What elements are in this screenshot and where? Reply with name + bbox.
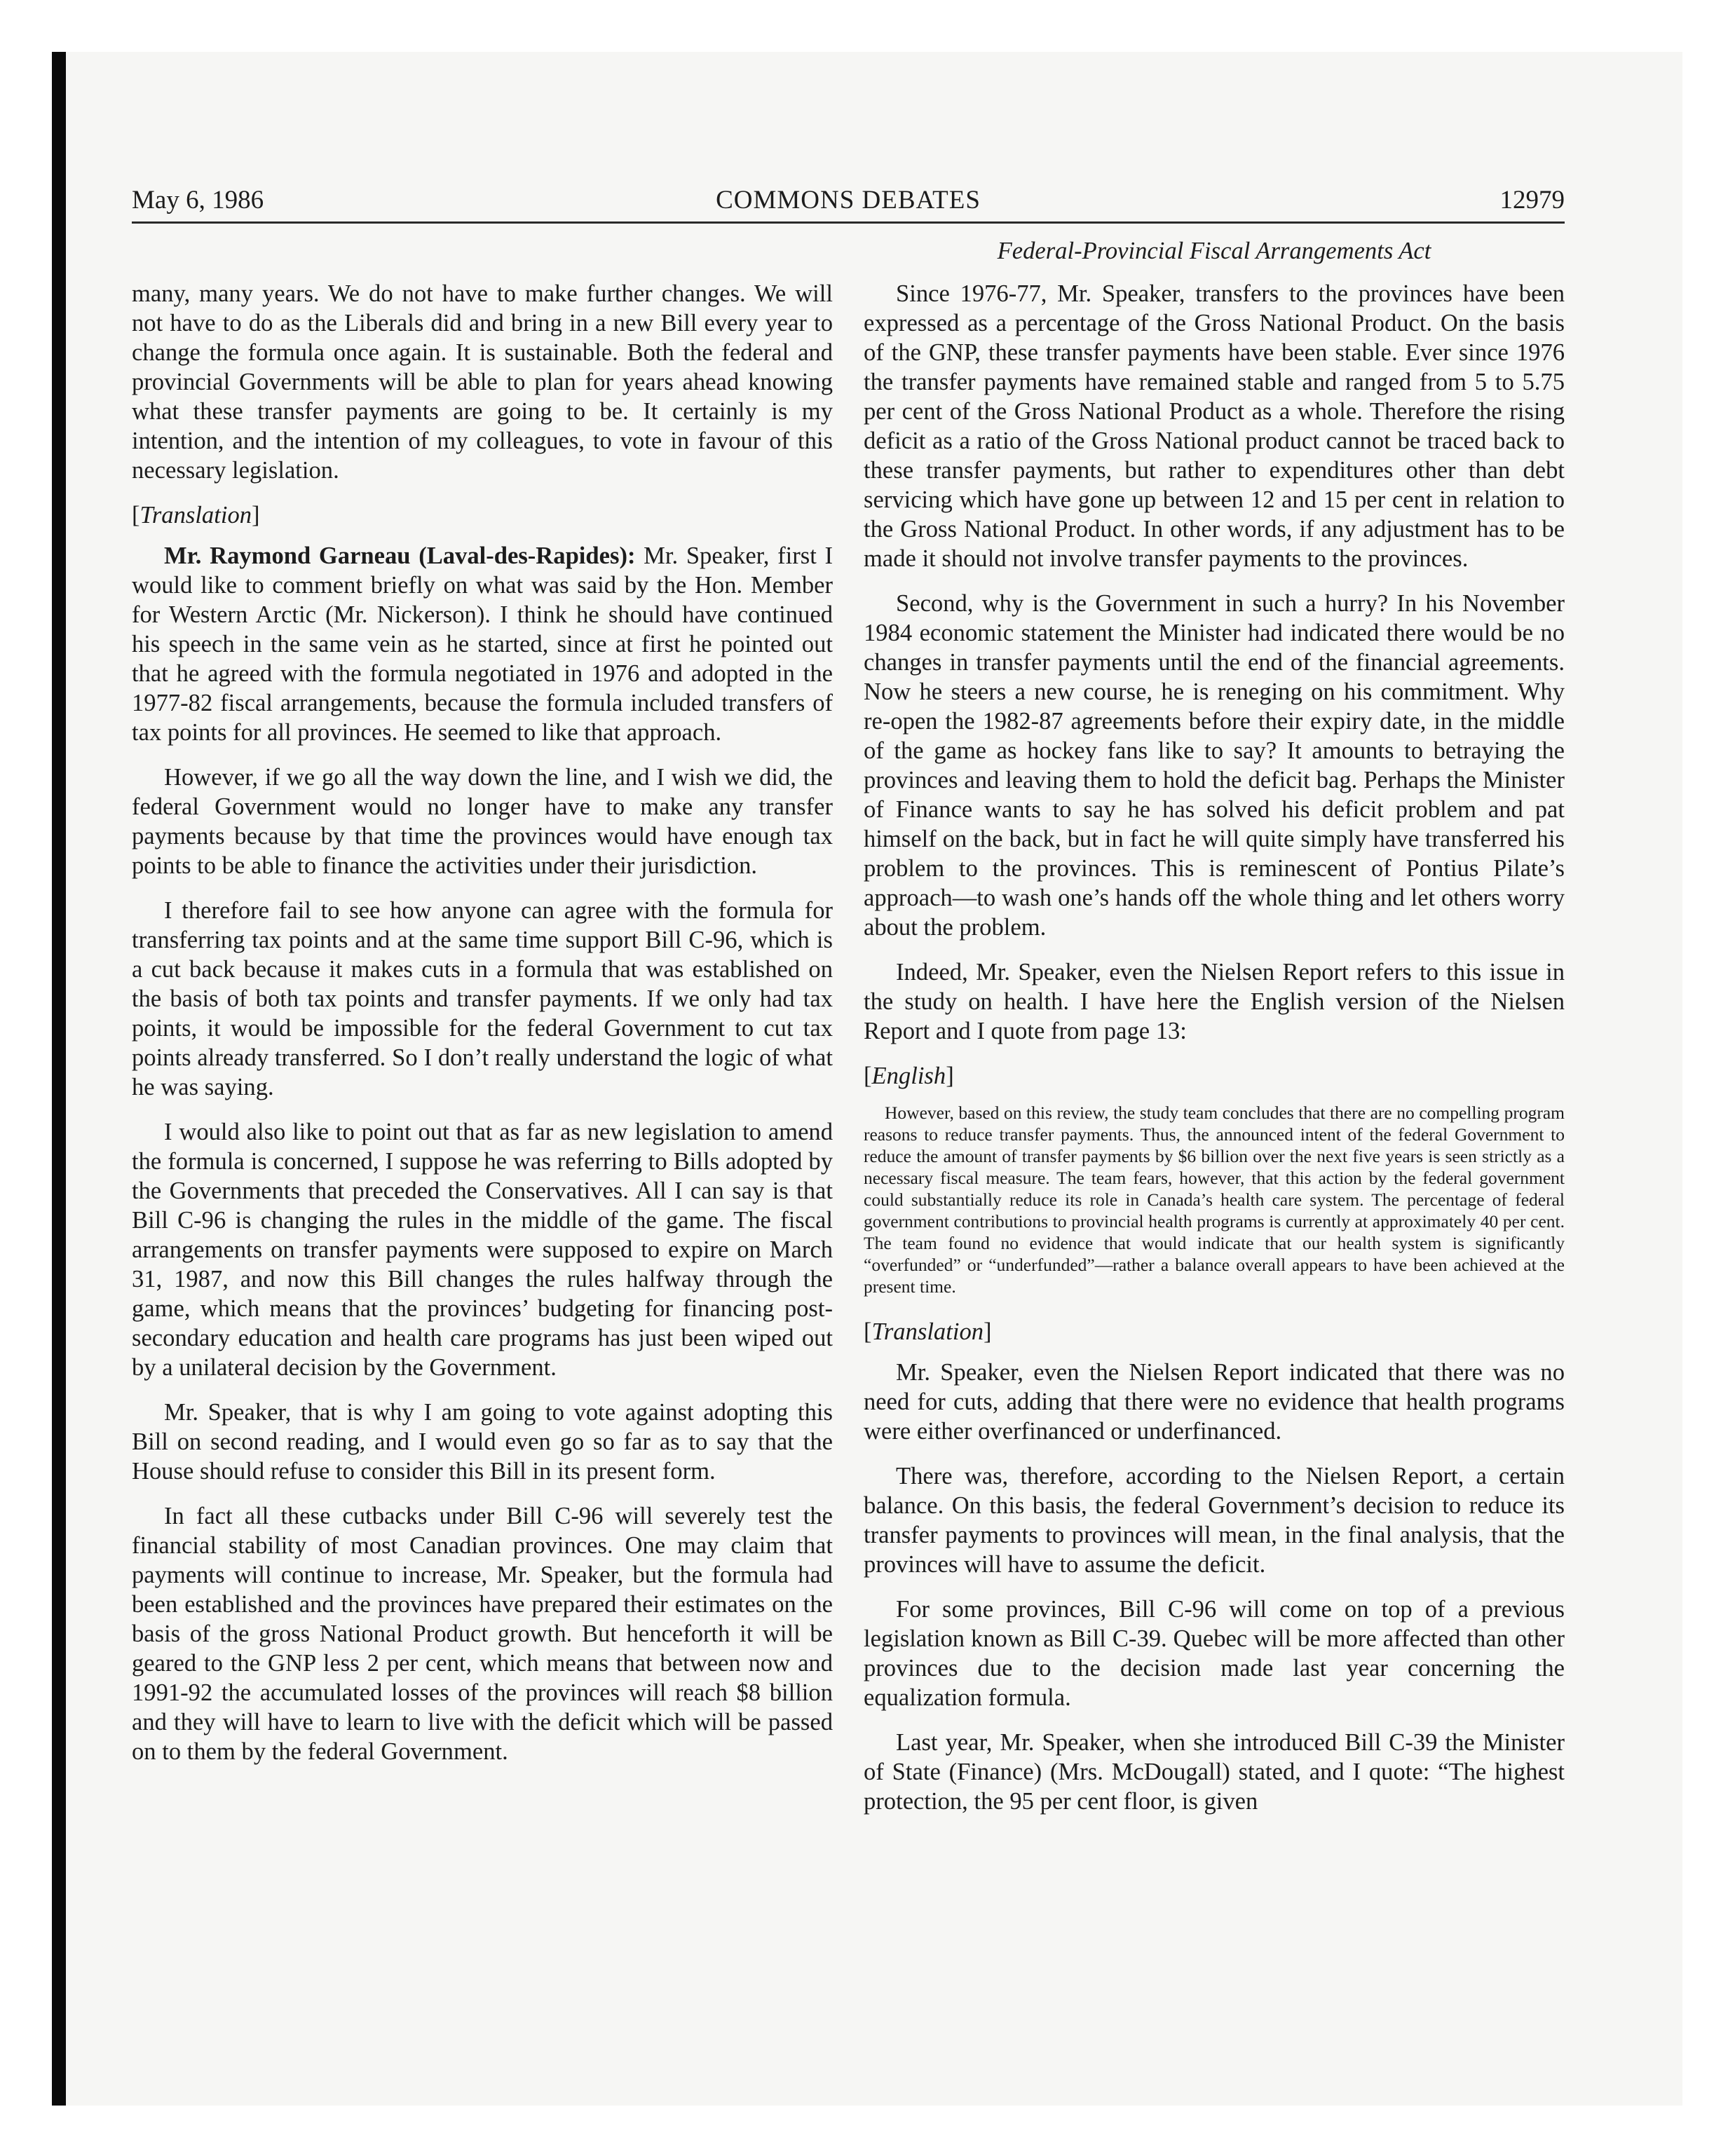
nielsen-report-quote: However, based on this review, the study team concludes that there are no compelling program reasons to reduce transfer payments. Thus, the announced intent of the federal Government to reduce the amount of transfer payments by $6 billion over the next five years is seen strictly as a necessary fiscal measure. The team fears, however, that this action by the federal government could substantially reduce its role in Canada’s health care system. The percentage of federal government contributions to provincial health programs is currently at approximately 40 per cent. The team found no evidence that would indicate that our health system is significantly “overfunded” or “underfunded”—rather a balance overall appears to have been achieved at the present time. [864, 1103, 1565, 1297]
header-title: COMMONS DEBATES [716, 186, 981, 214]
paragraph: I therefore fail to see how anyone can agree with the formula for transferring tax points and at the same time support Bill C-96, which is a cut back because it makes cuts in a formula that was established on the basis of both tax points and transfer payments. If we only had tax points, it would be impossible for the federal Government to cut tax points already transferred. So I don’t really understand the logic of what he was saying. [132, 897, 833, 1100]
act-title: Federal-Provincial Fiscal Arrangements Act [997, 238, 1431, 264]
paragraph: Last year, Mr. Speaker, when she introduced Bill C-39 the Minister of State (Finance) (Mrs. McDougall) stated, and I quote: “The highest protection, the 95 per cent floor, is given [864, 1729, 1565, 1815]
speech-text: Mr. Speaker, first I would like to comment briefly on what was said by the Hon. Member for Western Arctic (Mr. Nickerson). I think he should have continued his speech in the same vein as he started, since at first he pointed out that he agreed with the formula negotiated in 1976 and adopted in the 1977-82 fiscal arrangements, because the formula included transfers of tax points for all provinces. He seemed to like that approach. [132, 543, 833, 746]
header-date: May 6, 1986 [132, 186, 264, 214]
paragraph: For some provinces, Bill C-96 will come on top of a previous legislation known as Bill C-39. Quebec will be more affected than other provinces due to the decision made last year concerning the equalization formula. [864, 1596, 1565, 1711]
paragraph: However, if we go all the way down the line, and I wish we did, the federal Government would no longer have to make any transfer payments because by that time the provinces would have enough tax points to be able to finance the activities under their jurisdiction. [132, 764, 833, 879]
paragraph: Mr. Speaker, even the Nielsen Report indicated that there was no need for cuts, adding that there were no evidence that health programs were either overfinanced or underfinanced. [864, 1359, 1565, 1445]
paragraph: Indeed, Mr. Speaker, even the Nielsen Report refers to this issue in the study on health. I have here the English version of the Nielsen Report and I quote from page 13: [864, 959, 1565, 1044]
speaker-name: Mr. Raymond Garneau (Laval-des-Rapides): [164, 543, 636, 569]
left-column [132, 279, 833, 1782]
right-column [864, 279, 1565, 1831]
translation-label: [Translation] [864, 1318, 992, 1345]
paragraph: many, many years. We do not have to make further changes. We will not have to do as the Liberals did and bring in a new Bill every year to change the formula once again. It is sustainable. Both the federal and provincial Governments will be able to plan for years ahead knowing what these transfer payments are going to be. It certainly is my intention, and the intention of my colleagues, to vote in favour of this necessary legislation. [132, 280, 833, 484]
speech-paragraph [132, 541, 833, 747]
scan-binding-edge [52, 52, 66, 2106]
running-header [132, 179, 1565, 224]
paragraph: There was, therefore, according to the Nielsen Report, a certain balance. On this basis, the federal Government’s decision to reduce its transfer payments to provinces will mean, in the final analysis, that the provinces will have to assume the deficit. [864, 1463, 1565, 1578]
paragraph: Since 1976-77, Mr. Speaker, transfers to the provinces have been expressed as a percentage of the Gross National Product. On the basis of the GNP, these transfer payments have been stable. Ever since 1976 the transfer payments have remained stable and ranged from 5 to 5.75 per cent of the Gross National Product as a whole. Therefore the rising deficit as a ratio of the Gross National product cannot be traced back to these transfer payments, but rather to expenditures other than debt servicing which have gone up between 12 and 15 per cent in relation to the Gross National Product. In other words, if any adjustment has to be made it should not involve transfer payments to the provinces. [864, 280, 1565, 572]
paragraph: Second, why is the Government in such a hurry? In his November 1984 economic statement the Minister had indicated there would be no changes in transfer payments until the end of the financial agreements. Now he steers a new course, he is reneging on his commitment. Why re-open the 1982-87 agreements before their expiry date, in the middle of the game as hockey fans like to say? It amounts to betraying the provinces and leaving them to hold the deficit bag. Perhaps the Minister of Finance wants to say he has solved his deficit problem and pat himself on the back, but in fact he will quite simply have transferred his problem to the provinces. This is reminescent of Pontius Pilate’s approach—to wash one’s hands off the whole thing and let others worry about the problem. [864, 590, 1565, 941]
paragraph: I would also like to point out that as far as new legislation to amend the formula is concerned, I suppose he was referring to Bills adopted by the Governments that preceded the Conservatives. All I can say is that Bill C-96 is changing the rules in the middle of the game. The fiscal arrangements on transfer payments were supposed to expire on March 31, 1987, and now this Bill changes the rules halfway through the game, which means that the provinces’ budgeting for financing post-secondary education and health care programs has just been wiped out by a unilateral decision by the Government. [132, 1119, 833, 1381]
header-page-number: 12979 [1499, 186, 1565, 214]
english-label: [English] [864, 1063, 954, 1089]
translation-label: [Translation] [132, 502, 260, 528]
paragraph: In fact all these cutbacks under Bill C-96 will severely test the financial stability of most Canadian provinces. One may claim that payments will continue to increase, Mr. Speaker, but the formula had been established and the provinces have prepared their estimates on the basis of the gross National Product growth. But henceforth it will be geared to the GNP less 2 per cent, which means that between now and 1991-92 the accumulated losses of the provinces will reach $8 billion and they will have to learn to live with the deficit which will be passed on to them by the federal Government. [132, 1503, 833, 1765]
paragraph: Mr. Speaker, that is why I am going to vote against adopting this Bill on second reading, and I would even go so far as to say that the House should refuse to consider this Bill in its present form. [132, 1399, 833, 1485]
